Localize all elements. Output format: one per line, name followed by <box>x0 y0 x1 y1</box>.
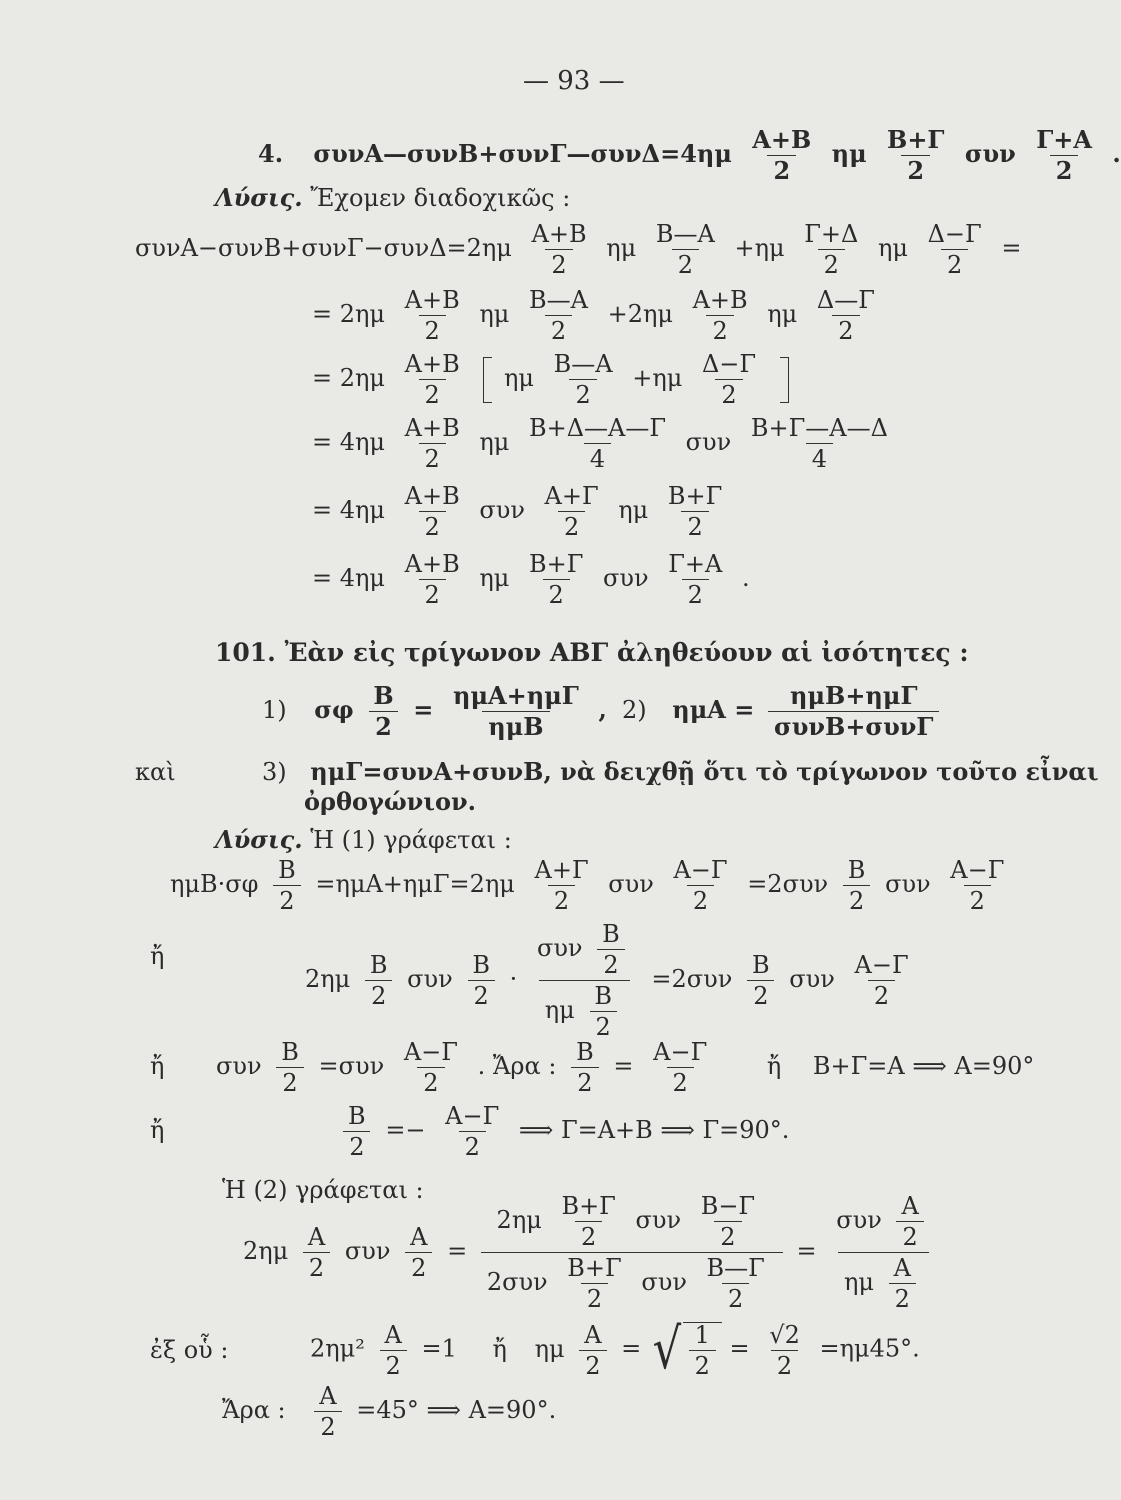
fraction-numerator: Β+Γ—Α—Δ <box>750 414 888 442</box>
condition-3 <box>262 757 1099 786</box>
fraction-numerator: Γ+Α <box>1036 125 1092 154</box>
fraction-denominator: 2 <box>571 1067 598 1095</box>
fraction-denominator: 2 <box>581 1283 608 1311</box>
fraction-denominator: 2 <box>747 980 774 1008</box>
fraction-denominator: ημΒ <box>482 711 549 739</box>
term: +ημ <box>734 234 785 262</box>
solution-line-5 <box>243 1194 943 1311</box>
fraction-denominator: 2 <box>868 980 895 1008</box>
term: ημ <box>767 300 798 328</box>
equals-sign: = <box>613 1052 634 1080</box>
fraction-denominator: 2 <box>714 1221 741 1249</box>
fraction-denominator: 2 <box>419 579 446 607</box>
term: . Ἄρα : <box>477 1052 557 1080</box>
fraction-numerator: Α+Β <box>531 220 587 248</box>
fraction-numerator: Α−Γ <box>673 856 728 884</box>
fraction-denominator: 2 <box>558 511 585 539</box>
fraction-denominator: 2 <box>273 885 300 913</box>
fraction-numerator: Β <box>373 681 394 710</box>
fraction-numerator: Β+Γ <box>528 550 584 578</box>
term: συν <box>608 870 654 898</box>
fraction-denominator: 2 <box>419 379 446 407</box>
term: ημ <box>844 1268 874 1296</box>
fraction-numerator: Α−Γ <box>653 1038 708 1066</box>
term: συν <box>635 1206 682 1234</box>
fraction-denominator: 2 <box>672 249 699 277</box>
compound-numerator <box>830 1194 937 1252</box>
term: ημ <box>479 300 510 328</box>
compound-denominator <box>838 1252 929 1311</box>
term: συν <box>641 1268 687 1296</box>
fraction-denominator: 2 <box>303 1252 330 1280</box>
fraction-numerator: Β <box>594 982 612 1010</box>
equation-lhs: = 2ημ <box>312 300 385 328</box>
term: =− <box>385 1116 426 1144</box>
term: ημ <box>877 234 908 262</box>
fraction-denominator: 2 <box>579 1350 606 1378</box>
fraction-denominator: 2 <box>343 1131 370 1159</box>
dot-operator: · <box>509 965 518 993</box>
fraction-denominator: 2 <box>419 443 446 471</box>
condition-1 <box>262 681 607 741</box>
fraction-denominator: 2 <box>771 1350 798 1378</box>
fraction-numerator: Β <box>602 920 620 948</box>
term: ημ <box>606 234 637 262</box>
term: ημ <box>544 996 575 1024</box>
term: =2συν <box>747 870 829 898</box>
fraction-numerator: Δ−Γ <box>927 220 982 248</box>
exercise-4 <box>258 125 1121 185</box>
term: =45° ⟹ Α=90°. <box>356 1396 557 1424</box>
condition-label: 1) <box>262 696 287 724</box>
square-root <box>649 1317 722 1382</box>
fraction-denominator: 2 <box>459 1131 486 1159</box>
fraction-denominator: 2 <box>681 511 708 539</box>
term: +ημ <box>632 364 683 392</box>
term: =ημ45°. <box>819 1334 920 1363</box>
fraction-denominator: συνΒ+συνΓ <box>768 711 939 739</box>
fraction-denominator: 2 <box>369 711 398 739</box>
fraction-numerator: Β <box>847 856 866 884</box>
fraction-denominator: 2 <box>1050 155 1079 183</box>
equation-line-5 <box>312 484 734 539</box>
compound-denominator <box>539 980 630 1039</box>
term: συν <box>344 1237 391 1265</box>
fraction-numerator: Α <box>901 1192 919 1220</box>
fraction-numerator: Α <box>319 1382 337 1410</box>
fraction-numerator: Α+Β <box>752 125 812 154</box>
fraction-numerator: Α <box>410 1223 428 1251</box>
fraction-denominator: 4 <box>806 443 833 471</box>
fraction-denominator: 2 <box>545 249 572 277</box>
solution-heading-2 <box>215 825 512 854</box>
equation-lhs: συνΑ−συνΒ+συνΓ−συνΔ=2ημ <box>135 234 512 262</box>
fraction-denominator: 2 <box>889 1283 916 1311</box>
condition-2 <box>622 681 945 741</box>
solution-text: Ἡ (1) γράφεται : <box>310 826 512 854</box>
term: =ημΑ+ημΓ=2ημ <box>315 870 515 898</box>
term: 2ημ <box>305 965 351 993</box>
fraction-denominator: 2 <box>590 1011 617 1039</box>
exercise-number: 4. <box>258 139 284 168</box>
compound-numerator <box>531 922 638 980</box>
period: . <box>741 564 750 592</box>
term: 2συν <box>486 1268 548 1296</box>
fraction-denominator: 2 <box>706 315 733 343</box>
fraction-numerator: Γ+Δ <box>804 220 859 248</box>
fraction-denominator: 2 <box>818 249 845 277</box>
term: συν <box>536 934 583 962</box>
fraction-denominator: 2 <box>314 1411 341 1439</box>
compound-numerator <box>491 1194 774 1252</box>
fraction-numerator: Α+Β <box>404 350 460 378</box>
fraction-numerator: Α+Β <box>404 414 460 442</box>
term: +2ημ <box>607 300 673 328</box>
term: συν <box>789 965 835 993</box>
fraction-numerator: Α−Γ <box>403 1038 458 1066</box>
fraction-numerator: Β+Γ <box>567 1254 622 1282</box>
fraction-numerator: √2 <box>769 1320 800 1349</box>
fraction-numerator: ημΑ+ημΓ <box>453 681 579 710</box>
fraction-numerator: Β—Α <box>655 220 715 248</box>
fraction-denominator: 2 <box>380 1350 407 1378</box>
fraction-denominator: 2 <box>597 949 624 977</box>
fraction-numerator: Α+Β <box>404 550 460 578</box>
fraction-numerator: Α+Γ <box>534 856 589 884</box>
term: ⟹ Γ=Α+Β ⟹ Γ=90°. <box>518 1116 790 1144</box>
term: Β+Γ=Α ⟹ Α=90° <box>812 1052 1035 1080</box>
equals-sign: = <box>447 1237 468 1265</box>
solution-line-6-label: ἐξ οὗ : <box>150 1336 229 1364</box>
fraction-denominator: 2 <box>843 885 870 913</box>
fraction-denominator: 2 <box>689 1350 716 1378</box>
fraction-denominator: 2 <box>715 379 742 407</box>
eta-word: ἤ <box>150 1052 165 1080</box>
term: συν <box>885 870 931 898</box>
ara-label: Ἄρα : <box>222 1396 286 1424</box>
page-number: — 93 — <box>523 66 625 96</box>
term: συν <box>407 965 453 993</box>
solution-label: Λύσις. <box>215 183 303 212</box>
fraction-denominator: 2 <box>901 155 930 183</box>
fraction-numerator: Β—Α <box>528 286 588 314</box>
term: =1 <box>421 1334 457 1363</box>
identity-lhs: συνΑ—συνΒ+συνΓ—συνΔ=4ημ <box>313 139 732 168</box>
fraction-numerator: Α−Γ <box>950 856 1005 884</box>
fraction-denominator: 2 <box>575 1221 602 1249</box>
fraction-numerator: Α <box>584 1320 602 1349</box>
equation-line-6 <box>312 552 750 607</box>
term: συν <box>964 139 1016 168</box>
term: ημ <box>618 496 649 524</box>
equation-line-2 <box>312 288 887 343</box>
fraction-numerator: Β+Γ <box>887 125 945 154</box>
equals-sign: = <box>621 1334 642 1363</box>
fraction-denominator: 2 <box>365 980 392 1008</box>
term: σφ <box>314 695 354 724</box>
term: ημΑ = <box>672 695 755 724</box>
term: ημ <box>479 428 510 456</box>
fraction-denominator: 2 <box>964 885 991 913</box>
eta-word: ἤ <box>766 1052 782 1080</box>
fraction-numerator: Β <box>369 951 388 979</box>
solution-line-2-eta: ἤ <box>150 942 165 970</box>
term: συν <box>479 496 525 524</box>
fraction-denominator: 2 <box>722 1283 749 1311</box>
fraction-denominator: 2 <box>419 315 446 343</box>
fraction-numerator: Α <box>893 1254 911 1282</box>
fraction-numerator: Α <box>307 1223 326 1251</box>
equation-lhs: = 4ημ <box>312 428 385 456</box>
fraction-numerator: Α <box>384 1320 402 1349</box>
term: ημ <box>831 139 867 168</box>
solution-line-4 <box>150 1104 789 1159</box>
eta-word: ἤ <box>492 1334 507 1363</box>
equals-sign: = <box>729 1334 750 1363</box>
fraction-denominator: 2 <box>667 1067 694 1095</box>
solution-line-7 <box>222 1384 556 1439</box>
fraction-numerator: Γ+Α <box>668 550 723 578</box>
fraction-denominator: 4 <box>584 443 611 471</box>
term: ημΒ·σφ <box>170 870 259 898</box>
left-bracket <box>483 357 492 403</box>
term: συν <box>685 428 732 456</box>
fraction-denominator: 2 <box>569 379 596 407</box>
fraction-numerator: Δ—Γ <box>816 286 875 314</box>
equation-lhs: = 4ημ <box>312 496 385 524</box>
term: 2ημ² <box>310 1334 365 1363</box>
term: =συν <box>318 1052 385 1080</box>
equals-sign: = <box>413 695 434 724</box>
fraction-denominator: 2 <box>545 315 572 343</box>
term: =2συν <box>651 965 733 993</box>
fraction-denominator: 2 <box>767 155 796 183</box>
fraction-denominator: 2 <box>941 249 968 277</box>
fraction-denominator: 2 <box>548 885 575 913</box>
solution-text: Ἔχομεν διαδοχικῶς : <box>310 184 571 212</box>
fraction-denominator: 2 <box>276 1067 303 1095</box>
term: ημ <box>503 364 534 392</box>
kai-word: καὶ <box>135 758 176 786</box>
equation-lhs: = 2ημ <box>312 364 385 392</box>
fraction-numerator: Β <box>281 1038 299 1066</box>
fraction-numerator: Α+Β <box>404 286 460 314</box>
fraction-denominator: 2 <box>682 579 709 607</box>
equation-line-1 <box>135 222 1021 277</box>
eta-word: ἤ <box>150 1116 165 1144</box>
comma: , <box>598 695 607 724</box>
fraction-numerator: Β—Α <box>553 350 613 378</box>
condition-label: 2) <box>622 696 647 724</box>
equation-lhs: = 4ημ <box>312 564 385 592</box>
fraction-numerator: Α+Β <box>692 286 748 314</box>
term: συν <box>836 1206 882 1234</box>
term: 2ημ <box>243 1237 289 1265</box>
term: ημ <box>479 564 510 592</box>
fraction-numerator: ημΒ+ημΓ <box>790 681 918 710</box>
right-bracket <box>780 357 789 403</box>
fraction-numerator: Β <box>278 856 296 884</box>
fraction-numerator: Α−Γ <box>445 1102 500 1130</box>
fraction-denominator: 2 <box>468 980 495 1008</box>
solution-line-6 <box>310 1317 920 1382</box>
fraction-numerator: 1 <box>694 1321 710 1349</box>
solution-heading-3: Ἡ (2) γράφεται : <box>222 1176 424 1204</box>
solution-line-3 <box>150 1040 1034 1095</box>
fraction-denominator: 2 <box>687 885 714 913</box>
fraction-denominator: 2 <box>543 579 570 607</box>
problem-101-heading: 101. Ἐὰν εἰς τρίγωνον ΑΒΓ ἀληθεύουν αἱ ἰσότητες : <box>215 638 969 667</box>
fraction-denominator: 2 <box>419 511 446 539</box>
fraction-numerator: Β−Γ <box>700 1192 756 1220</box>
solution-heading-1 <box>215 183 571 212</box>
fraction-numerator: Α+Γ <box>544 482 599 510</box>
fraction-numerator: Β <box>576 1038 594 1066</box>
condition-text: ημΓ=συνΑ+συνΒ, νὰ δειχθῇ ὅτι τὸ τρίγωνον τοῦτο εἶναι <box>310 757 1099 786</box>
equation-line-4 <box>312 416 900 471</box>
equals-sign: = <box>796 1237 817 1265</box>
term: συν <box>216 1052 262 1080</box>
term: συν <box>603 564 649 592</box>
equation-line-3 <box>312 352 793 407</box>
fraction-numerator: Δ−Γ <box>701 350 757 378</box>
fraction-numerator: Β+Γ <box>561 1192 616 1220</box>
period: . <box>1112 139 1121 168</box>
fraction-numerator: Α+Β <box>404 482 460 510</box>
fraction-numerator: Β+Γ <box>667 482 723 510</box>
equals-sign: = <box>1001 234 1022 262</box>
fraction-numerator: Α−Γ <box>854 951 909 979</box>
condition-3-continued: ὀρθογώνιον. <box>304 787 476 816</box>
compound-denominator <box>481 1252 783 1311</box>
fraction-denominator: 2 <box>896 1221 923 1249</box>
fraction-numerator: Β—Γ <box>706 1254 765 1282</box>
condition-label: 3) <box>262 758 287 786</box>
fraction-numerator: Β+Δ—Α—Γ <box>528 414 667 442</box>
solution-line-2 <box>305 922 921 1039</box>
fraction-denominator: 2 <box>417 1067 444 1095</box>
fraction-denominator: 2 <box>832 315 859 343</box>
radical-icon: √ <box>652 1317 682 1382</box>
fraction-numerator: Β <box>348 1102 366 1130</box>
solution-label: Λύσις. <box>215 825 303 854</box>
fraction-numerator: Β <box>752 951 770 979</box>
fraction-numerator: Β <box>472 951 491 979</box>
term: ημ <box>534 1334 565 1363</box>
term: 2ημ <box>496 1206 542 1234</box>
solution-line-1 <box>170 858 1016 913</box>
fraction-denominator: 2 <box>405 1252 432 1280</box>
